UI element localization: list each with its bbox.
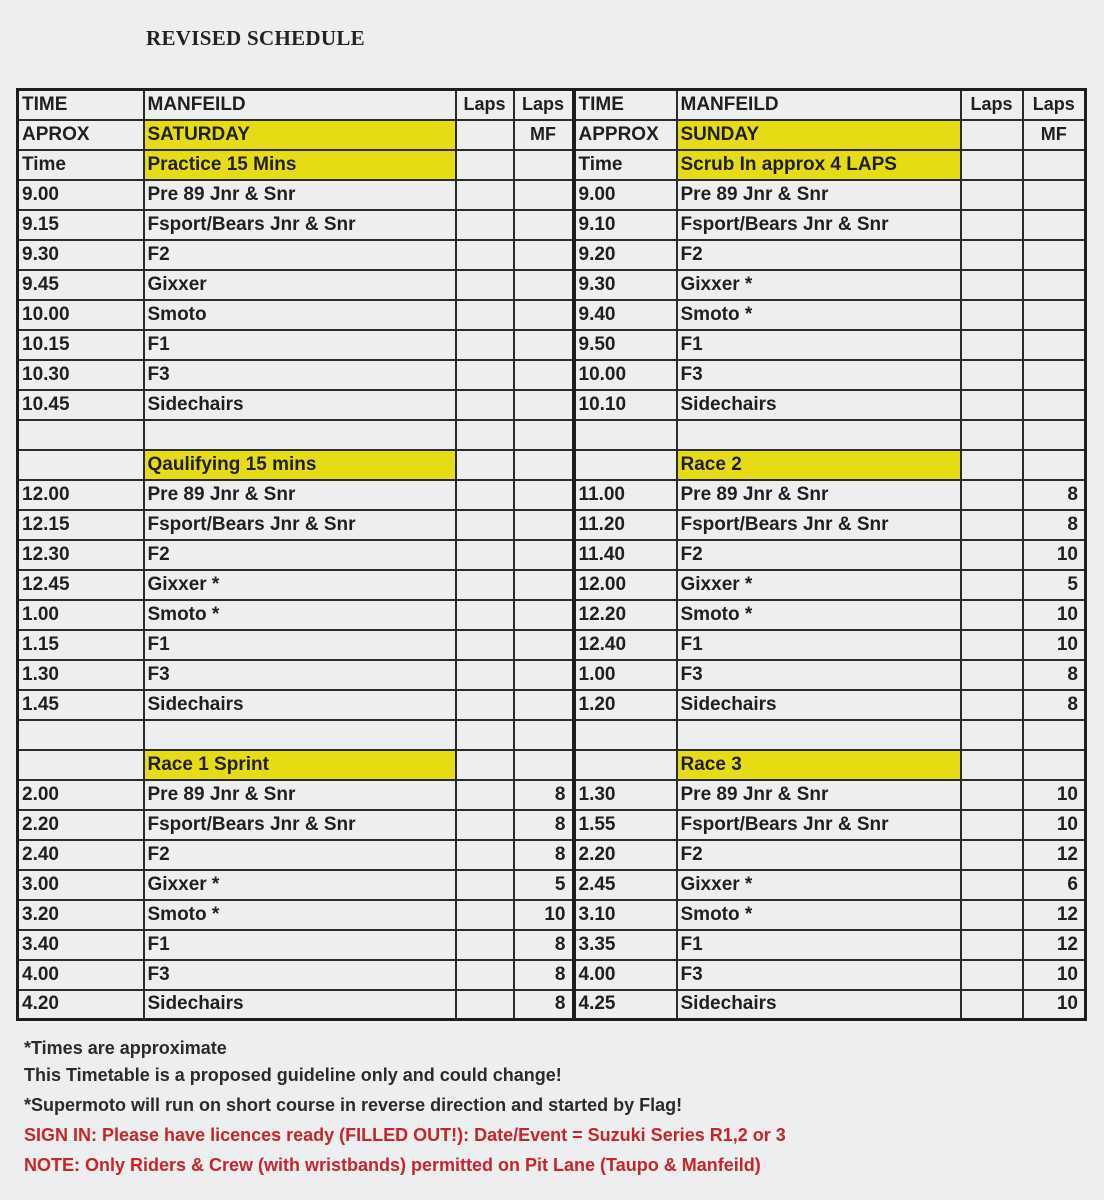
laps-right bbox=[961, 630, 1023, 660]
time-right: 9.40 bbox=[574, 300, 677, 330]
empty-cell bbox=[456, 750, 514, 780]
class-right: F3 bbox=[677, 660, 961, 690]
time-left: 2.20 bbox=[18, 810, 144, 840]
class-right: Smoto * bbox=[677, 900, 961, 930]
laps-mf-left bbox=[514, 510, 574, 540]
laps-right bbox=[961, 390, 1023, 420]
table-row bbox=[18, 360, 1086, 390]
laps-mf-left bbox=[514, 690, 574, 720]
laps-right bbox=[961, 570, 1023, 600]
class-left: F3 bbox=[144, 960, 456, 990]
class-left: F3 bbox=[144, 360, 456, 390]
time-right: 12.00 bbox=[574, 570, 677, 600]
laps-right bbox=[961, 870, 1023, 900]
header-laps-mf-left: Laps bbox=[514, 90, 574, 120]
time-left: 1.15 bbox=[18, 630, 144, 660]
header-row bbox=[18, 90, 1086, 120]
laps-mf-left: 8 bbox=[514, 780, 574, 810]
table-row bbox=[18, 330, 1086, 360]
laps-right bbox=[961, 540, 1023, 570]
class-right: Sidechairs bbox=[677, 990, 961, 1020]
laps-mf-left bbox=[514, 180, 574, 210]
laps-right bbox=[961, 990, 1023, 1020]
time-right: 4.25 bbox=[574, 990, 677, 1020]
table-row bbox=[18, 870, 1086, 900]
time-right: 10.00 bbox=[574, 360, 677, 390]
laps-left bbox=[456, 330, 514, 360]
laps-right bbox=[961, 960, 1023, 990]
laps-right bbox=[961, 660, 1023, 690]
laps-right bbox=[961, 780, 1023, 810]
time-left: 4.20 bbox=[18, 990, 144, 1020]
empty-cell bbox=[514, 420, 574, 450]
header-time-left: TIME bbox=[18, 90, 144, 120]
laps-left bbox=[456, 390, 514, 420]
time-right: 11.40 bbox=[574, 540, 677, 570]
laps-mf-right: 10 bbox=[1023, 600, 1086, 630]
table-row bbox=[18, 270, 1086, 300]
time-right: 9.00 bbox=[574, 180, 677, 210]
laps-mf-left bbox=[514, 240, 574, 270]
class-left: Pre 89 Jnr & Snr bbox=[144, 780, 456, 810]
time-right: 4.00 bbox=[574, 960, 677, 990]
note-pit-lane: NOTE: Only Riders & Crew (with wristbands) permitted on Pit Lane (Taupo & Manfeild) bbox=[24, 1155, 761, 1175]
schedule-table bbox=[16, 88, 1087, 1021]
section-title-row bbox=[18, 750, 1086, 780]
laps-right bbox=[961, 510, 1023, 540]
laps-mf-left bbox=[514, 270, 574, 300]
table-row bbox=[18, 630, 1086, 660]
laps-mf-left bbox=[514, 630, 574, 660]
table-row bbox=[18, 210, 1086, 240]
laps-right bbox=[961, 330, 1023, 360]
laps-mf-right: 10 bbox=[1023, 780, 1086, 810]
time-left: 12.30 bbox=[18, 540, 144, 570]
laps-right bbox=[961, 180, 1023, 210]
time-right: 2.20 bbox=[574, 840, 677, 870]
laps-left bbox=[456, 570, 514, 600]
table-row bbox=[18, 540, 1086, 570]
time-right: 11.00 bbox=[574, 480, 677, 510]
time-right: 12.20 bbox=[574, 600, 677, 630]
laps-mf-right bbox=[1023, 270, 1086, 300]
time-right: 3.10 bbox=[574, 900, 677, 930]
laps-right bbox=[961, 900, 1023, 930]
header-track-right: MANFEILD bbox=[677, 90, 961, 120]
subheader-approx-right: APPROX bbox=[574, 120, 677, 150]
class-right: Pre 89 Jnr & Snr bbox=[677, 180, 961, 210]
class-right: F1 bbox=[677, 930, 961, 960]
class-right: Sidechairs bbox=[677, 390, 961, 420]
time-right: 1.20 bbox=[574, 690, 677, 720]
class-right: F1 bbox=[677, 630, 961, 660]
laps-mf-left bbox=[514, 480, 574, 510]
class-right: Gixxer * bbox=[677, 270, 961, 300]
class-left: Sidechairs bbox=[144, 690, 456, 720]
class-left: Fsport/Bears Jnr & Snr bbox=[144, 510, 456, 540]
class-left: Pre 89 Jnr & Snr bbox=[144, 180, 456, 210]
class-left: F1 bbox=[144, 930, 456, 960]
empty-cell bbox=[514, 450, 574, 480]
section-title-right: Scrub In approx 4 LAPS bbox=[677, 150, 961, 180]
spacer-row bbox=[18, 420, 1086, 450]
time-left: 1.30 bbox=[18, 660, 144, 690]
time-left: 9.30 bbox=[18, 240, 144, 270]
laps-left bbox=[456, 960, 514, 990]
laps-left bbox=[456, 900, 514, 930]
laps-right bbox=[961, 600, 1023, 630]
laps-right bbox=[961, 480, 1023, 510]
empty-cell bbox=[514, 720, 574, 750]
time-right: 1.55 bbox=[574, 810, 677, 840]
class-right: Fsport/Bears Jnr & Snr bbox=[677, 810, 961, 840]
section-time-label-left bbox=[18, 750, 144, 780]
empty-cell bbox=[961, 150, 1023, 180]
empty-cell bbox=[961, 420, 1023, 450]
subheader-mf-right: MF bbox=[1023, 120, 1086, 150]
laps-mf-left bbox=[514, 660, 574, 690]
table-row bbox=[18, 600, 1086, 630]
class-right: F3 bbox=[677, 360, 961, 390]
table-row bbox=[18, 660, 1086, 690]
table-row bbox=[18, 300, 1086, 330]
class-left: Smoto bbox=[144, 300, 456, 330]
section-time-label-right bbox=[574, 450, 677, 480]
class-right: F2 bbox=[677, 240, 961, 270]
page-title: REVISED SCHEDULE bbox=[146, 26, 365, 50]
laps-mf-right: 12 bbox=[1023, 840, 1086, 870]
laps-mf-left: 8 bbox=[514, 960, 574, 990]
laps-mf-left bbox=[514, 390, 574, 420]
section-title-row bbox=[18, 450, 1086, 480]
time-left: 4.00 bbox=[18, 960, 144, 990]
empty-cell bbox=[456, 420, 514, 450]
class-left: F2 bbox=[144, 840, 456, 870]
section-title-left: Race 1 Sprint bbox=[144, 750, 456, 780]
laps-mf-right: 5 bbox=[1023, 570, 1086, 600]
laps-left bbox=[456, 690, 514, 720]
class-left: F1 bbox=[144, 630, 456, 660]
laps-left bbox=[456, 540, 514, 570]
note-guideline: This Timetable is a proposed guideline only and could change! bbox=[24, 1065, 562, 1085]
header-laps-left: Laps bbox=[456, 90, 514, 120]
laps-left bbox=[456, 240, 514, 270]
laps-left bbox=[456, 300, 514, 330]
laps-right bbox=[961, 300, 1023, 330]
section-time-label-right: Time bbox=[574, 150, 677, 180]
empty-cell bbox=[456, 720, 514, 750]
time-right: 1.00 bbox=[574, 660, 677, 690]
subheader-row bbox=[18, 120, 1086, 150]
subheader-mf-left: MF bbox=[514, 120, 574, 150]
time-left: 10.30 bbox=[18, 360, 144, 390]
time-right: 3.35 bbox=[574, 930, 677, 960]
time-right: 1.30 bbox=[574, 780, 677, 810]
section-time-label-left bbox=[18, 450, 144, 480]
class-right: F2 bbox=[677, 840, 961, 870]
class-left: F1 bbox=[144, 330, 456, 360]
note-supermoto: *Supermoto will run on short course in reverse direction and started by Flag! bbox=[24, 1095, 683, 1115]
table-row bbox=[18, 990, 1086, 1020]
laps-right bbox=[961, 240, 1023, 270]
time-left: 9.00 bbox=[18, 180, 144, 210]
laps-mf-right: 10 bbox=[1023, 540, 1086, 570]
header-laps-right: Laps bbox=[961, 90, 1023, 120]
time-right: 9.50 bbox=[574, 330, 677, 360]
class-left: Smoto * bbox=[144, 600, 456, 630]
laps-mf-left: 8 bbox=[514, 990, 574, 1020]
laps-mf-right: 10 bbox=[1023, 990, 1086, 1020]
time-left: 9.45 bbox=[18, 270, 144, 300]
laps-mf-right: 6 bbox=[1023, 870, 1086, 900]
time-right: 12.40 bbox=[574, 630, 677, 660]
time-right: 2.45 bbox=[574, 870, 677, 900]
laps-left bbox=[456, 810, 514, 840]
laps-right bbox=[961, 840, 1023, 870]
subheader-approx-left: APROX bbox=[18, 120, 144, 150]
empty-cell bbox=[18, 420, 144, 450]
laps-left bbox=[456, 180, 514, 210]
laps-left bbox=[456, 360, 514, 390]
empty-cell bbox=[677, 720, 961, 750]
empty-cell bbox=[961, 450, 1023, 480]
empty-cell bbox=[456, 150, 514, 180]
time-left: 2.00 bbox=[18, 780, 144, 810]
class-right: F3 bbox=[677, 960, 961, 990]
empty-cell bbox=[514, 750, 574, 780]
class-left: F2 bbox=[144, 540, 456, 570]
laps-mf-left bbox=[514, 330, 574, 360]
laps-mf-right bbox=[1023, 360, 1086, 390]
laps-mf-right: 10 bbox=[1023, 630, 1086, 660]
laps-mf-right: 12 bbox=[1023, 900, 1086, 930]
time-left: 3.00 bbox=[18, 870, 144, 900]
laps-mf-right: 8 bbox=[1023, 690, 1086, 720]
class-right: Sidechairs bbox=[677, 690, 961, 720]
empty-cell bbox=[574, 420, 677, 450]
laps-mf-left bbox=[514, 360, 574, 390]
laps-mf-right bbox=[1023, 390, 1086, 420]
laps-left bbox=[456, 600, 514, 630]
table-row bbox=[18, 240, 1086, 270]
empty-cell bbox=[1023, 420, 1086, 450]
laps-mf-left bbox=[514, 210, 574, 240]
table-row bbox=[18, 840, 1086, 870]
time-right: 11.20 bbox=[574, 510, 677, 540]
day-saturday: SATURDAY bbox=[144, 120, 456, 150]
section-title-right: Race 2 bbox=[677, 450, 961, 480]
class-left: Sidechairs bbox=[144, 990, 456, 1020]
table-row bbox=[18, 480, 1086, 510]
time-left: 2.40 bbox=[18, 840, 144, 870]
class-left: Fsport/Bears Jnr & Snr bbox=[144, 810, 456, 840]
empty-cell bbox=[514, 150, 574, 180]
class-left: Smoto * bbox=[144, 900, 456, 930]
class-right: Smoto * bbox=[677, 300, 961, 330]
laps-mf-left: 8 bbox=[514, 930, 574, 960]
table-row bbox=[18, 510, 1086, 540]
laps-mf-right bbox=[1023, 180, 1086, 210]
table-row bbox=[18, 900, 1086, 930]
laps-mf-left bbox=[514, 570, 574, 600]
laps-mf-left: 8 bbox=[514, 840, 574, 870]
laps-left bbox=[456, 630, 514, 660]
laps-mf-left bbox=[514, 540, 574, 570]
day-sunday: SUNDAY bbox=[677, 120, 961, 150]
time-left: 1.45 bbox=[18, 690, 144, 720]
time-right: 9.10 bbox=[574, 210, 677, 240]
class-left: Gixxer bbox=[144, 270, 456, 300]
laps-right bbox=[961, 360, 1023, 390]
class-right: Pre 89 Jnr & Snr bbox=[677, 780, 961, 810]
class-left: F3 bbox=[144, 660, 456, 690]
laps-left bbox=[456, 930, 514, 960]
laps-right bbox=[961, 270, 1023, 300]
header-laps-mf-right: Laps bbox=[1023, 90, 1086, 120]
laps-left bbox=[456, 660, 514, 690]
empty-cell bbox=[1023, 150, 1086, 180]
laps-left bbox=[456, 270, 514, 300]
notes bbox=[24, 1036, 1084, 1180]
table-row bbox=[18, 930, 1086, 960]
laps-right bbox=[961, 690, 1023, 720]
empty-cell bbox=[144, 420, 456, 450]
section-title-right: Race 3 bbox=[677, 750, 961, 780]
class-left: Sidechairs bbox=[144, 390, 456, 420]
time-right: 10.10 bbox=[574, 390, 677, 420]
time-left: 12.45 bbox=[18, 570, 144, 600]
laps-mf-right bbox=[1023, 240, 1086, 270]
laps-mf-left bbox=[514, 300, 574, 330]
empty-cell bbox=[144, 720, 456, 750]
table-row bbox=[18, 180, 1086, 210]
table-row bbox=[18, 570, 1086, 600]
note-approximate: *Times are approximate bbox=[24, 1038, 227, 1058]
laps-left bbox=[456, 780, 514, 810]
note-sign-in: SIGN IN: Please have licences ready (FILLED OUT!): Date/Event = Suzuki Series R1,2 or 3 bbox=[24, 1125, 786, 1145]
class-right: Gixxer * bbox=[677, 570, 961, 600]
subheader-laps-left bbox=[456, 120, 514, 150]
laps-mf-left: 8 bbox=[514, 810, 574, 840]
laps-mf-right bbox=[1023, 300, 1086, 330]
class-left: Pre 89 Jnr & Snr bbox=[144, 480, 456, 510]
time-left: 9.15 bbox=[18, 210, 144, 240]
table-row bbox=[18, 390, 1086, 420]
class-left: Gixxer * bbox=[144, 570, 456, 600]
laps-mf-right bbox=[1023, 210, 1086, 240]
time-left: 3.40 bbox=[18, 930, 144, 960]
schedule-body bbox=[18, 90, 1086, 1020]
table-row bbox=[18, 690, 1086, 720]
subheader-laps-right bbox=[961, 120, 1023, 150]
laps-left bbox=[456, 480, 514, 510]
header-track-left: MANFEILD bbox=[144, 90, 456, 120]
time-left: 10.45 bbox=[18, 390, 144, 420]
time-right: 9.20 bbox=[574, 240, 677, 270]
empty-cell bbox=[456, 450, 514, 480]
time-right: 9.30 bbox=[574, 270, 677, 300]
empty-cell bbox=[677, 420, 961, 450]
laps-right bbox=[961, 210, 1023, 240]
table-row bbox=[18, 810, 1086, 840]
laps-mf-left: 5 bbox=[514, 870, 574, 900]
laps-mf-right bbox=[1023, 330, 1086, 360]
class-left: Fsport/Bears Jnr & Snr bbox=[144, 210, 456, 240]
laps-left bbox=[456, 510, 514, 540]
class-left: Gixxer * bbox=[144, 870, 456, 900]
empty-cell bbox=[1023, 450, 1086, 480]
laps-mf-right: 8 bbox=[1023, 660, 1086, 690]
time-left: 10.15 bbox=[18, 330, 144, 360]
class-right: Smoto * bbox=[677, 600, 961, 630]
empty-cell bbox=[961, 720, 1023, 750]
empty-cell bbox=[574, 720, 677, 750]
class-right: Fsport/Bears Jnr & Snr bbox=[677, 210, 961, 240]
table-row bbox=[18, 780, 1086, 810]
section-title-row bbox=[18, 150, 1086, 180]
laps-mf-right: 10 bbox=[1023, 810, 1086, 840]
laps-mf-right: 8 bbox=[1023, 480, 1086, 510]
laps-right bbox=[961, 930, 1023, 960]
laps-left bbox=[456, 990, 514, 1020]
class-right: F2 bbox=[677, 540, 961, 570]
section-time-label-right bbox=[574, 750, 677, 780]
laps-left bbox=[456, 840, 514, 870]
time-left: 3.20 bbox=[18, 900, 144, 930]
class-right: Gixxer * bbox=[677, 870, 961, 900]
laps-mf-right: 8 bbox=[1023, 510, 1086, 540]
spacer-row bbox=[18, 720, 1086, 750]
time-left: 10.00 bbox=[18, 300, 144, 330]
class-right: Pre 89 Jnr & Snr bbox=[677, 480, 961, 510]
class-left: F2 bbox=[144, 240, 456, 270]
laps-left bbox=[456, 870, 514, 900]
section-title-left: Qaulifying 15 mins bbox=[144, 450, 456, 480]
time-left: 12.15 bbox=[18, 510, 144, 540]
laps-left bbox=[456, 210, 514, 240]
empty-cell bbox=[1023, 720, 1086, 750]
empty-cell bbox=[18, 720, 144, 750]
section-title-left: Practice 15 Mins bbox=[144, 150, 456, 180]
laps-mf-left: 10 bbox=[514, 900, 574, 930]
class-right: Fsport/Bears Jnr & Snr bbox=[677, 510, 961, 540]
laps-mf-right: 12 bbox=[1023, 930, 1086, 960]
laps-mf-left bbox=[514, 600, 574, 630]
section-time-label-left: Time bbox=[18, 150, 144, 180]
empty-cell bbox=[961, 750, 1023, 780]
time-left: 1.00 bbox=[18, 600, 144, 630]
class-right: F1 bbox=[677, 330, 961, 360]
table-row bbox=[18, 960, 1086, 990]
empty-cell bbox=[1023, 750, 1086, 780]
header-time-right: TIME bbox=[574, 90, 677, 120]
laps-right bbox=[961, 810, 1023, 840]
time-left: 12.00 bbox=[18, 480, 144, 510]
laps-mf-right: 10 bbox=[1023, 960, 1086, 990]
